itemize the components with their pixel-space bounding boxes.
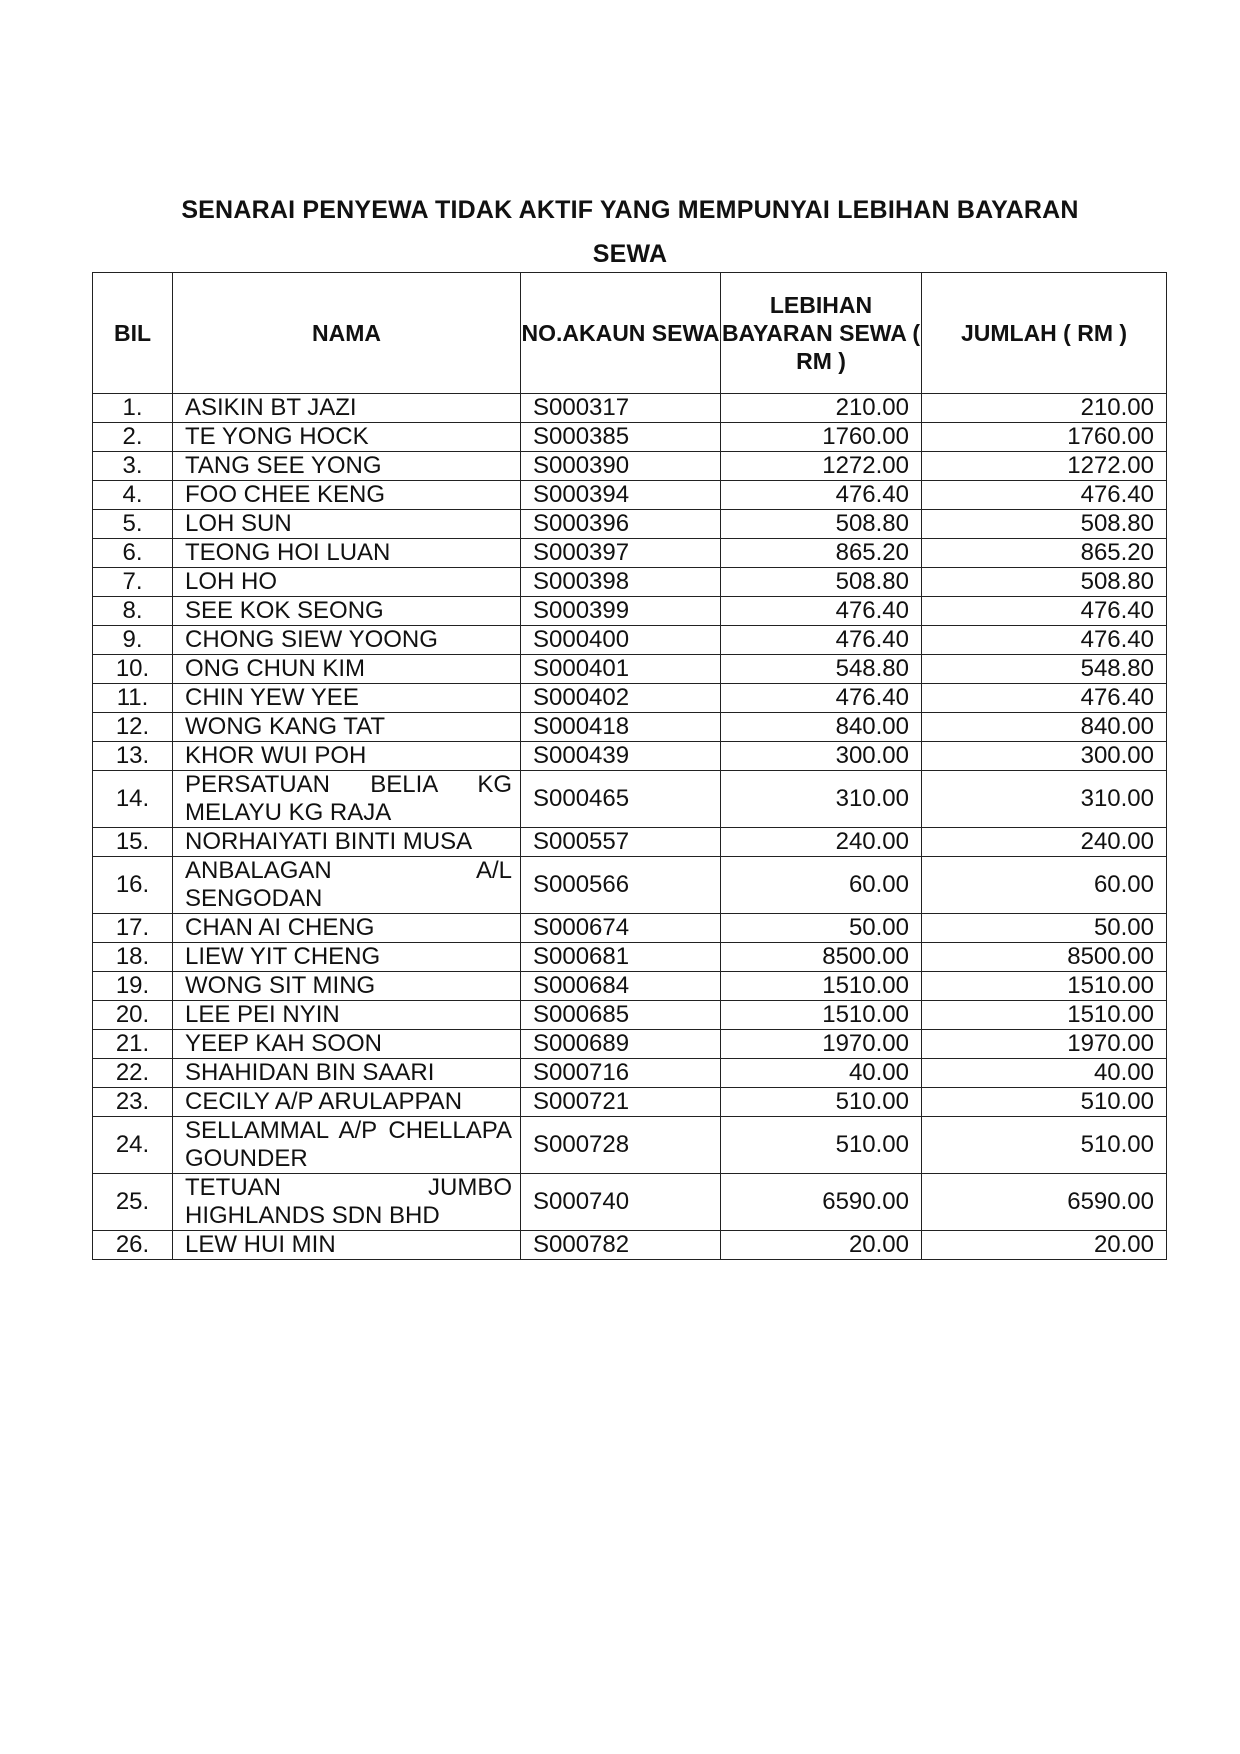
row-lebihan: 1510.00 bbox=[721, 972, 922, 1001]
table-row bbox=[93, 857, 1167, 914]
row-jumlah: 50.00 bbox=[922, 914, 1167, 943]
row-akaun: S000399 bbox=[521, 597, 721, 626]
row-bil: 21. bbox=[93, 1030, 173, 1059]
row-jumlah: 300.00 bbox=[922, 742, 1167, 771]
row-jumlah: 476.40 bbox=[922, 481, 1167, 510]
row-lebihan: 548.80 bbox=[721, 655, 922, 684]
row-akaun: S000685 bbox=[521, 1001, 721, 1030]
row-akaun: S000390 bbox=[521, 452, 721, 481]
table-row bbox=[93, 626, 1167, 655]
table-row bbox=[93, 423, 1167, 452]
row-lebihan: 300.00 bbox=[721, 742, 922, 771]
row-jumlah: 20.00 bbox=[922, 1231, 1167, 1260]
row-akaun: S000566 bbox=[521, 857, 721, 914]
row-bil: 13. bbox=[93, 742, 173, 771]
row-nama: LOH SUN bbox=[173, 510, 521, 539]
row-jumlah: 40.00 bbox=[922, 1059, 1167, 1088]
row-akaun: S000681 bbox=[521, 943, 721, 972]
row-lebihan: 240.00 bbox=[721, 828, 922, 857]
row-akaun: S000689 bbox=[521, 1030, 721, 1059]
row-bil: 5. bbox=[93, 510, 173, 539]
table-row bbox=[93, 510, 1167, 539]
row-nama: WONG KANG TAT bbox=[173, 713, 521, 742]
row-nama: WONG SIT MING bbox=[173, 972, 521, 1001]
table-row bbox=[93, 713, 1167, 742]
row-lebihan: 508.80 bbox=[721, 568, 922, 597]
row-jumlah: 508.80 bbox=[922, 510, 1167, 539]
row-akaun: S000684 bbox=[521, 972, 721, 1001]
row-jumlah: 865.20 bbox=[922, 539, 1167, 568]
row-jumlah: 510.00 bbox=[922, 1117, 1167, 1174]
header-nama: NAMA bbox=[173, 273, 521, 394]
row-lebihan: 476.40 bbox=[721, 481, 922, 510]
row-akaun: S000721 bbox=[521, 1088, 721, 1117]
row-jumlah: 1760.00 bbox=[922, 423, 1167, 452]
row-akaun: S000557 bbox=[521, 828, 721, 857]
row-lebihan: 476.40 bbox=[721, 626, 922, 655]
title-line-2: SEWA bbox=[592, 240, 668, 268]
table-row bbox=[93, 597, 1167, 626]
row-nama: CHIN YEW YEE bbox=[173, 684, 521, 713]
document-title bbox=[100, 188, 1160, 276]
row-nama: LOH HO bbox=[173, 568, 521, 597]
tenant-overpayment-table bbox=[92, 272, 1167, 1260]
table-row bbox=[93, 1088, 1167, 1117]
row-akaun: S000385 bbox=[521, 423, 721, 452]
row-bil: 11. bbox=[93, 684, 173, 713]
row-bil: 22. bbox=[93, 1059, 173, 1088]
row-nama-text: TETUAN JUMBO HIGHLANDS SDN BHD bbox=[185, 1174, 512, 1229]
row-jumlah: 240.00 bbox=[922, 828, 1167, 857]
row-jumlah: 1510.00 bbox=[922, 972, 1167, 1001]
table-row bbox=[93, 1117, 1167, 1174]
row-jumlah: 6590.00 bbox=[922, 1174, 1167, 1231]
row-akaun: S000317 bbox=[521, 394, 721, 423]
row-bil: 9. bbox=[93, 626, 173, 655]
row-nama: TEONG HOI LUAN bbox=[173, 539, 521, 568]
row-jumlah: 1272.00 bbox=[922, 452, 1167, 481]
row-nama: TE YONG HOCK bbox=[173, 423, 521, 452]
row-bil: 3. bbox=[93, 452, 173, 481]
table-row bbox=[93, 452, 1167, 481]
row-bil: 16. bbox=[93, 857, 173, 914]
row-nama: SHAHIDAN BIN SAARI bbox=[173, 1059, 521, 1088]
row-nama-text: PERSATUAN BELIA KG MELAYU KG RAJA bbox=[185, 771, 512, 826]
row-jumlah: 548.80 bbox=[922, 655, 1167, 684]
row-jumlah: 1970.00 bbox=[922, 1030, 1167, 1059]
row-lebihan: 1510.00 bbox=[721, 1001, 922, 1030]
row-lebihan: 510.00 bbox=[721, 1117, 922, 1174]
row-bil: 2. bbox=[93, 423, 173, 452]
table-row bbox=[93, 655, 1167, 684]
row-bil: 1. bbox=[93, 394, 173, 423]
row-nama bbox=[173, 1117, 521, 1174]
row-nama: CECILY A/P ARULAPPAN bbox=[173, 1088, 521, 1117]
table-row bbox=[93, 539, 1167, 568]
row-lebihan: 310.00 bbox=[721, 771, 922, 828]
row-akaun: S000740 bbox=[521, 1174, 721, 1231]
row-nama: ASIKIN BT JAZI bbox=[173, 394, 521, 423]
row-jumlah: 476.40 bbox=[922, 684, 1167, 713]
row-lebihan: 476.40 bbox=[721, 597, 922, 626]
header-jumlah: JUMLAH ( RM ) bbox=[922, 273, 1167, 394]
row-lebihan: 210.00 bbox=[721, 394, 922, 423]
row-lebihan: 60.00 bbox=[721, 857, 922, 914]
row-nama: SEE KOK SEONG bbox=[173, 597, 521, 626]
table-row bbox=[93, 684, 1167, 713]
row-lebihan: 476.40 bbox=[721, 684, 922, 713]
row-akaun: S000396 bbox=[521, 510, 721, 539]
row-jumlah: 840.00 bbox=[922, 713, 1167, 742]
row-akaun: S000782 bbox=[521, 1231, 721, 1260]
row-lebihan: 50.00 bbox=[721, 914, 922, 943]
row-bil: 10. bbox=[93, 655, 173, 684]
row-lebihan: 6590.00 bbox=[721, 1174, 922, 1231]
table-row bbox=[93, 742, 1167, 771]
row-nama: CHAN AI CHENG bbox=[173, 914, 521, 943]
row-nama: TANG SEE YONG bbox=[173, 452, 521, 481]
row-bil: 20. bbox=[93, 1001, 173, 1030]
row-akaun: S000402 bbox=[521, 684, 721, 713]
row-akaun: S000674 bbox=[521, 914, 721, 943]
row-bil: 6. bbox=[93, 539, 173, 568]
row-jumlah: 510.00 bbox=[922, 1088, 1167, 1117]
row-bil: 23. bbox=[93, 1088, 173, 1117]
row-nama-text: SELLAMMAL A/P CHELLAPA GOUNDER bbox=[185, 1117, 512, 1172]
table-row bbox=[93, 771, 1167, 828]
row-nama: FOO CHEE KENG bbox=[173, 481, 521, 510]
row-jumlah: 8500.00 bbox=[922, 943, 1167, 972]
row-nama bbox=[173, 1174, 521, 1231]
row-bil: 7. bbox=[93, 568, 173, 597]
row-nama: YEEP KAH SOON bbox=[173, 1030, 521, 1059]
row-akaun: S000394 bbox=[521, 481, 721, 510]
header-bil: BIL bbox=[93, 273, 173, 394]
row-bil: 24. bbox=[93, 1117, 173, 1174]
table-row bbox=[93, 1001, 1167, 1030]
header-akaun: NO.AKAUN SEWA bbox=[521, 273, 721, 394]
row-lebihan: 20.00 bbox=[721, 1231, 922, 1260]
row-jumlah: 476.40 bbox=[922, 597, 1167, 626]
row-bil: 18. bbox=[93, 943, 173, 972]
table-header-row bbox=[93, 273, 1167, 394]
row-akaun: S000400 bbox=[521, 626, 721, 655]
row-lebihan: 1760.00 bbox=[721, 423, 922, 452]
row-bil: 15. bbox=[93, 828, 173, 857]
table-row bbox=[93, 1231, 1167, 1260]
table-row bbox=[93, 1174, 1167, 1231]
row-jumlah: 476.40 bbox=[922, 626, 1167, 655]
row-akaun: S000716 bbox=[521, 1059, 721, 1088]
row-lebihan: 8500.00 bbox=[721, 943, 922, 972]
row-nama bbox=[173, 771, 521, 828]
table-row bbox=[93, 972, 1167, 1001]
row-lebihan: 508.80 bbox=[721, 510, 922, 539]
table-row bbox=[93, 1030, 1167, 1059]
table-row bbox=[93, 943, 1167, 972]
row-lebihan: 865.20 bbox=[721, 539, 922, 568]
row-jumlah: 1510.00 bbox=[922, 1001, 1167, 1030]
row-bil: 25. bbox=[93, 1174, 173, 1231]
row-lebihan: 1970.00 bbox=[721, 1030, 922, 1059]
title-line-1: SENARAI PENYEWA TIDAK AKTIF YANG MEMPUNYAI LEBIHAN BAYARAN bbox=[181, 196, 1079, 224]
table-row bbox=[93, 914, 1167, 943]
row-bil: 17. bbox=[93, 914, 173, 943]
row-nama: LEE PEI NYIN bbox=[173, 1001, 521, 1030]
row-bil: 14. bbox=[93, 771, 173, 828]
table-row bbox=[93, 481, 1167, 510]
row-akaun: S000728 bbox=[521, 1117, 721, 1174]
row-akaun: S000439 bbox=[521, 742, 721, 771]
row-jumlah: 310.00 bbox=[922, 771, 1167, 828]
row-bil: 8. bbox=[93, 597, 173, 626]
row-bil: 26. bbox=[93, 1231, 173, 1260]
row-akaun: S000401 bbox=[521, 655, 721, 684]
row-nama: KHOR WUI POH bbox=[173, 742, 521, 771]
row-nama: LIEW YIT CHENG bbox=[173, 943, 521, 972]
row-nama: CHONG SIEW YOONG bbox=[173, 626, 521, 655]
row-lebihan: 510.00 bbox=[721, 1088, 922, 1117]
row-bil: 12. bbox=[93, 713, 173, 742]
row-bil: 4. bbox=[93, 481, 173, 510]
row-nama: LEW HUI MIN bbox=[173, 1231, 521, 1260]
row-jumlah: 60.00 bbox=[922, 857, 1167, 914]
row-akaun: S000397 bbox=[521, 539, 721, 568]
row-nama: ONG CHUN KIM bbox=[173, 655, 521, 684]
row-akaun: S000398 bbox=[521, 568, 721, 597]
row-akaun: S000418 bbox=[521, 713, 721, 742]
row-nama bbox=[173, 857, 521, 914]
row-lebihan: 40.00 bbox=[721, 1059, 922, 1088]
table-body bbox=[93, 394, 1167, 1260]
table-row bbox=[93, 394, 1167, 423]
row-akaun: S000465 bbox=[521, 771, 721, 828]
row-jumlah: 210.00 bbox=[922, 394, 1167, 423]
row-bil: 19. bbox=[93, 972, 173, 1001]
row-jumlah: 508.80 bbox=[922, 568, 1167, 597]
header-lebihan: LEBIHAN BAYARAN SEWA ( RM ) bbox=[721, 273, 922, 394]
row-nama-text: ANBALAGAN A/L SENGODAN bbox=[185, 857, 512, 912]
row-lebihan: 840.00 bbox=[721, 713, 922, 742]
table-row bbox=[93, 568, 1167, 597]
row-lebihan: 1272.00 bbox=[721, 452, 922, 481]
table-row bbox=[93, 1059, 1167, 1088]
table-row bbox=[93, 828, 1167, 857]
row-nama: NORHAIYATI BINTI MUSA bbox=[173, 828, 521, 857]
